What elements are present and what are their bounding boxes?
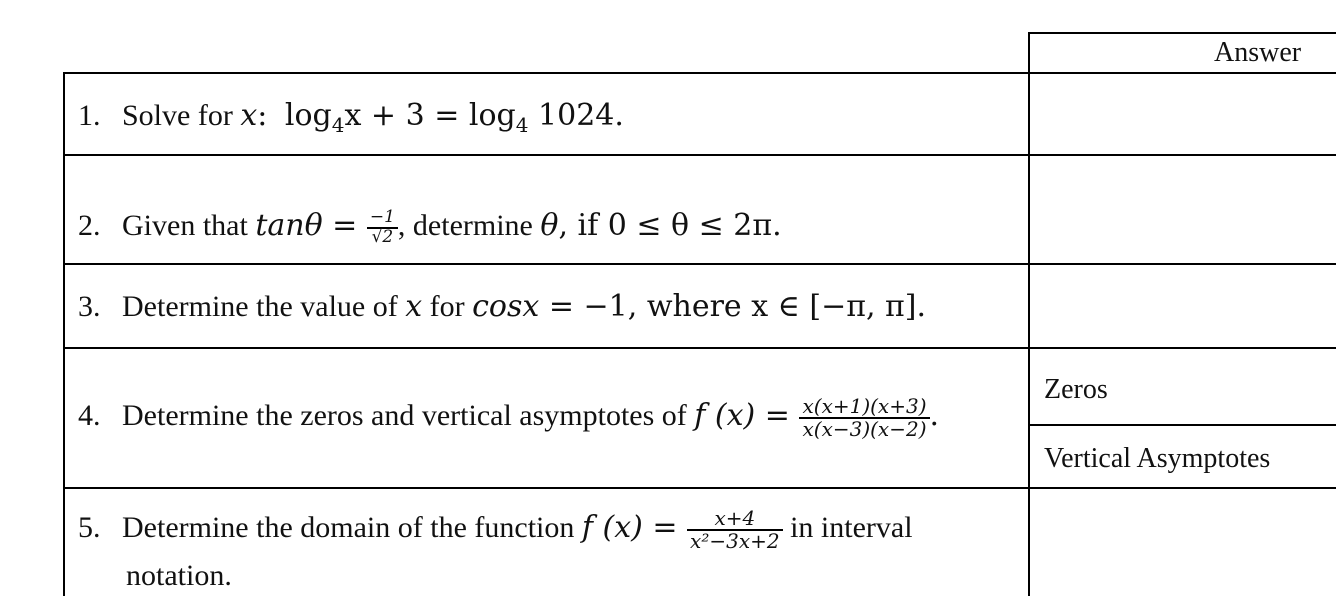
row-divider-2 <box>64 263 1336 265</box>
math-expression: , if 0 ≤ θ ≤ 2π. <box>558 208 782 243</box>
math-colon: : <box>257 98 268 133</box>
math-expression: 1024. <box>528 98 624 133</box>
math-variable: x <box>240 98 258 133</box>
question-number: 3. <box>78 290 101 323</box>
math-variable: θ <box>540 208 559 243</box>
question-text: Solve for <box>122 99 241 132</box>
column-divider <box>1028 32 1030 596</box>
fraction-numerator: x+4 <box>687 508 783 531</box>
math-function: tanθ <box>255 208 323 243</box>
answer-label-vertical-asymptotes: Vertical Asymptotes <box>1044 443 1271 474</box>
fraction-numerator: x(x+1)(x+3) <box>799 396 929 419</box>
math-equals: = <box>642 510 688 545</box>
math-subscript: 4 <box>331 113 345 137</box>
question-text: in interval <box>782 511 913 544</box>
row-divider-3 <box>64 347 1336 349</box>
question-number: 5. <box>78 511 101 544</box>
math-equals: = <box>322 208 367 243</box>
math-fraction <box>367 209 398 247</box>
question-text: Given that <box>122 209 256 242</box>
question-text: Determine the value of <box>122 290 406 323</box>
answer-cell-3[interactable] <box>1031 266 1336 346</box>
answer-cell-2[interactable] <box>1031 157 1336 262</box>
math-function: f (x) <box>694 398 756 433</box>
question-3 <box>78 289 926 324</box>
math-subscript: 4 <box>515 113 529 137</box>
row-divider-1 <box>64 154 1336 156</box>
question-text: , determine <box>397 209 541 242</box>
math-function: f (x) <box>581 510 643 545</box>
table-left-border <box>63 72 65 596</box>
question-text: for <box>422 290 473 323</box>
answer-cell-5[interactable] <box>1031 490 1336 596</box>
math-expression: x + 3 = log <box>344 98 516 133</box>
question-text: Determine the domain of the function <box>122 511 582 544</box>
fraction-denominator: x(x−3)(x−2) <box>802 417 927 442</box>
question-number: 4. <box>78 399 101 432</box>
math-function: cosx <box>472 289 540 324</box>
row-divider-4 <box>64 487 1336 489</box>
answer-column-header: Answer <box>1214 37 1302 68</box>
question-5 <box>78 497 913 559</box>
table-top-answer-border <box>1028 32 1336 34</box>
math-fraction <box>799 396 929 440</box>
math-expression: = −1, where x ∈ [−π, π]. <box>539 289 926 324</box>
question-text: Determine the zeros and vertical asymptotes of <box>122 399 695 432</box>
row-divider-4-answer <box>1028 424 1336 426</box>
fraction-denominator: √2 <box>371 227 394 248</box>
question-4 <box>78 384 939 448</box>
question-number: 2. <box>78 209 101 242</box>
math-equals: = <box>755 398 800 433</box>
math-log: log <box>284 98 332 133</box>
math-period: . <box>929 398 940 433</box>
answer-label-zeros: Zeros <box>1044 374 1108 405</box>
fraction-denominator: x²−3x+2 <box>690 529 780 554</box>
table-top-border <box>64 72 1336 74</box>
question-1 <box>78 98 624 137</box>
answer-cell-1[interactable] <box>1031 75 1336 153</box>
math-variable: x <box>405 289 423 324</box>
question-2 <box>78 196 782 256</box>
math-fraction <box>687 508 783 552</box>
fraction-numerator: −1 <box>367 209 398 229</box>
question-number: 1. <box>78 99 101 132</box>
question-5-line-2: notation. <box>126 559 232 592</box>
